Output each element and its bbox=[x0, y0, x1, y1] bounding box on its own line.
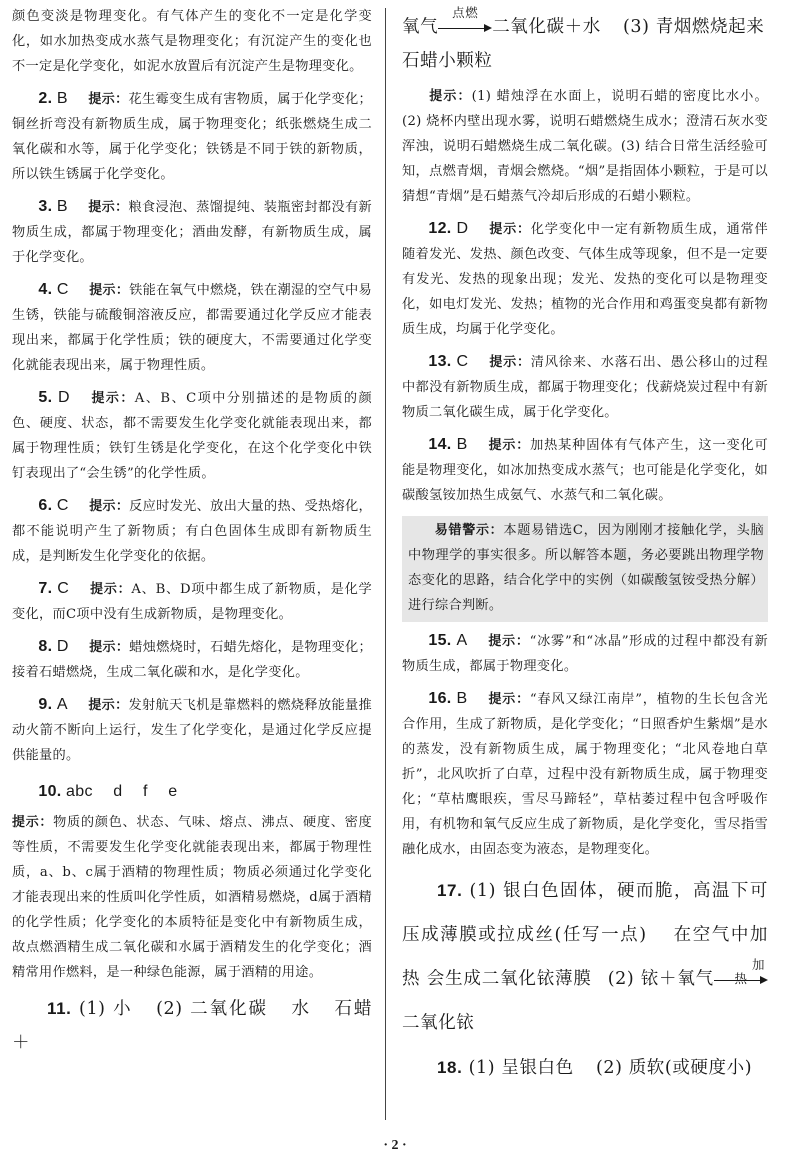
item-explanation: A、B、C项中分别描述的是物质的颜色、硬度、状态，都不需要发生化学变化就能表现出来，都属于物理性质；铁钉生锈是化学变化，在这个化学变化中铁钉表现出了“会生锈”的化学性质。 bbox=[12, 391, 373, 481]
reaction-condition: 点燃 bbox=[452, 4, 479, 20]
tip-label: 提示： bbox=[91, 391, 135, 406]
tip-label: 提示： bbox=[488, 692, 530, 707]
tip-label: 提示： bbox=[88, 92, 129, 107]
item-answer-a: abc bbox=[66, 783, 93, 800]
tip-label: 提示： bbox=[89, 640, 130, 655]
equation-reactants: 氧气 bbox=[402, 17, 439, 37]
item-number: 16. bbox=[428, 690, 452, 707]
warning-label: 易错警示： bbox=[434, 523, 504, 538]
answer-item-2 bbox=[12, 86, 372, 187]
equation-reactants: (2) 铱＋氧气 bbox=[607, 969, 715, 989]
answer-item-10-tip bbox=[12, 810, 372, 985]
item-part-2: (2) 二氧化碳 bbox=[156, 999, 268, 1019]
left-column bbox=[12, 4, 372, 1060]
tip-label: 提示： bbox=[428, 89, 472, 104]
equation-products: 二氧化碳＋水 bbox=[492, 17, 601, 37]
item-answer: B bbox=[56, 198, 68, 215]
item-number: 10. bbox=[38, 783, 62, 800]
item-number: 14. bbox=[428, 436, 452, 453]
intro-paragraph: 颜色变淡是物理变化。有气体产生的变化不一定是化学变化，如水加热变成水蒸气是物理变化；有沉淀产生的变化也不一定是化学变化，如泥水放置后有沉淀产生是物理变化。 bbox=[12, 9, 372, 74]
answer-item-12 bbox=[402, 216, 768, 342]
answer-item-17 bbox=[402, 869, 768, 1045]
item-answer: A bbox=[456, 632, 468, 649]
equation-products: 二氧 bbox=[402, 1013, 439, 1033]
item-part-2b: 水 bbox=[291, 999, 311, 1019]
item-number: 18. bbox=[437, 1058, 463, 1077]
item-explanation: 加热某种固体有气体产生，这一变化可能是物理变化，如冰加热变成水蒸气；也可能是化学变化，如碳酸氢铵加热生成氨气、水蒸气和二氧化碳。 bbox=[402, 438, 768, 503]
tip-label: 提示： bbox=[88, 200, 129, 215]
answer-item-9 bbox=[12, 692, 372, 768]
answer-item-10-header bbox=[12, 775, 372, 810]
item-part-3: (3) 青烟燃烧起来 bbox=[622, 17, 765, 37]
item-part-1: (1) 小 bbox=[79, 999, 133, 1019]
item-explanation: 花生霉变生成有害物质，属于化学变化；铜丝折弯没有新物质生成，属于物理变化；纸张燃烧生成二氧化碳和水等，属于化学变化；铁锈是不同于铁的新物质，所以铁生锈属于化学变化。 bbox=[12, 92, 373, 182]
item-answer: B bbox=[456, 436, 468, 453]
item-number: 2. bbox=[38, 90, 53, 107]
item-number: 15. bbox=[428, 632, 452, 649]
item-number: 9. bbox=[38, 696, 53, 713]
answer-item-16 bbox=[402, 686, 768, 862]
item-number: 6. bbox=[38, 497, 53, 514]
item-number: 7. bbox=[38, 580, 53, 597]
item-number: 17. bbox=[437, 881, 463, 900]
item-explanation: 反应时发光、放出大量的热、受热熔化，都不能说明产生了新物质；有白色固体生成即有新物质生成，是判断发生化学变化的依据。 bbox=[12, 499, 372, 564]
answer-item-8 bbox=[12, 634, 372, 685]
common-mistake-box bbox=[402, 516, 768, 622]
item-explanation: (1) 蜡烛浮在水面上，说明石蜡的密度比水小。(2) 烧杯内壁出现水雾，说明石蜡燃烧生成水；澄清石灰水变浑浊，说明石蜡燃烧生成二氧化碳。(3) 结合日常生活经验可知，点燃青烟，青烟会燃烧。“烟”是指固体小颗粒，于是可以猜想“青烟”是石蜡蒸气冷却后形成的石蜡小颗粒。 bbox=[402, 89, 768, 204]
answer-item-18 bbox=[402, 1051, 768, 1085]
item-explanation: A、B、D项中都生成了新物质，是化学变化，而C项中没有生成新物质，是物理变化。 bbox=[12, 582, 373, 622]
answer-item-14 bbox=[402, 432, 768, 508]
reaction-condition: 加热 bbox=[734, 956, 766, 986]
item-part-1: (1) 呈银白色 bbox=[468, 1058, 574, 1078]
item-number: 3. bbox=[38, 198, 53, 215]
page-number: · 2 · bbox=[383, 1138, 407, 1153]
item-explanation: 铁能在氧气中燃烧，铁在潮湿的空气中易生锈，铁能与硫酸铜溶液反应，都需要通过化学反应才能表现出来，都属于化学性质；铁的硬度大，不需要通过化学变化就能表现出来，属于物理性质。 bbox=[12, 283, 372, 373]
item-explanation: 粮食浸泡、蒸馏提纯、装瓶密封都没有新物质生成，都属于物理变化；酒曲发酵，有新物质生成，属于化学变化。 bbox=[12, 200, 373, 265]
item-number: 12. bbox=[428, 220, 452, 237]
item-answer: C bbox=[56, 497, 69, 514]
tip-label: 提示： bbox=[89, 283, 130, 298]
item-answer: C bbox=[56, 281, 69, 298]
item-part-1b: 在空气中加热 bbox=[402, 925, 768, 989]
item-answer: B bbox=[56, 90, 68, 107]
item-explanation: 化学变化中一定有新物质生成，通常伴随着发光、发热、颜色改变、气体生成等现象，但不是一定要有发光、发热的现象出现；发光、发热的变化可以是物理变化，如电灯发光、发热；植物的光合作用和鸡蛋变臭都有新物质生成，均属于化学变化。 bbox=[402, 222, 768, 337]
item-answer: A bbox=[56, 696, 68, 713]
item-part-2c: 石蜡＋ bbox=[12, 999, 372, 1053]
answer-item-11-tip bbox=[402, 84, 768, 209]
item-number: 13. bbox=[428, 353, 452, 370]
tip-label: 提示： bbox=[90, 582, 132, 597]
answer-item-15 bbox=[402, 628, 768, 679]
equation-line-1 bbox=[402, 4, 768, 44]
item-answer-d: e bbox=[168, 783, 178, 800]
item-explanation: 清风徐来、水落石出、愚公移山的过程中都没有新物质生成，都属于物理变化；伐薪烧炭过程中有新物质二氧化碳生成，属于化学变化。 bbox=[402, 355, 768, 420]
item-explanation: 物质的颜色、状态、气味、熔点、沸点、硬度、密度等性质，不需要发生化学变化就能表现出来，都属于物理性质，a、b、c属于酒精的物理性质；物质必须通过化学变化才能表现出来的性质叫化学性质，如酒精易燃烧，d属于酒精的化学性质；化学变化的本质特征是变化中有新物质生成，故点燃酒精生成二氧化碳和水属于酒精发生的化学变化；酒精常用作燃料，是一种绿色能源，属于酒精的用途。 bbox=[12, 815, 372, 980]
answer-item-7 bbox=[12, 576, 372, 627]
right-column bbox=[402, 4, 768, 1085]
column-divider bbox=[385, 8, 386, 1120]
item-number: 11. bbox=[47, 999, 72, 1018]
answer-item-13 bbox=[402, 349, 768, 425]
item-answer: C bbox=[456, 353, 469, 370]
reaction-arrow bbox=[714, 956, 768, 988]
tip-label: 提示： bbox=[489, 355, 531, 370]
item-explanation: 发射航天飞机是靠燃料的燃烧释放能量推动火箭不断向上运行，发生了化学变化，是通过化学反应提供能量的。 bbox=[12, 698, 373, 763]
answer-item-3 bbox=[12, 194, 372, 270]
answer-item-5 bbox=[12, 385, 372, 486]
equation-products-cont: 化铱 bbox=[438, 1013, 475, 1033]
tip-label: 提示： bbox=[88, 698, 129, 713]
item-answer-b: d bbox=[113, 783, 123, 800]
answer-item-4 bbox=[12, 277, 372, 378]
item-part-1c: 会生成二氧化铱薄膜 bbox=[426, 969, 592, 989]
item-answer: D bbox=[57, 389, 70, 406]
item-explanation: “冰雾”和“冰晶”形成的过程中都没有新物质生成，都属于物理变化。 bbox=[402, 634, 768, 674]
item-answer: D bbox=[456, 220, 469, 237]
reaction-arrow bbox=[438, 4, 492, 36]
tip-label: 提示： bbox=[488, 634, 530, 649]
item-answer: B bbox=[456, 690, 468, 707]
item-11-continuation: 石蜡小颗粒 bbox=[402, 51, 493, 71]
answer-item-11-start bbox=[12, 992, 372, 1060]
item-answer-c: f bbox=[142, 783, 148, 800]
item-number: 5. bbox=[38, 389, 53, 406]
item-explanation: 蜡烛燃烧时，石蜡先熔化，是物理变化；接着石蜡燃烧，生成二氧化碳和水，是化学变化。 bbox=[12, 640, 372, 680]
tip-label: 提示： bbox=[12, 815, 54, 830]
tip-label: 提示： bbox=[488, 438, 531, 453]
item-explanation: “春风又绿江南岸”，植物的生长包含光合作用，生成了新物质，是化学变化；“日照香炉生紫烟”是水的蒸发，没有新物质生成，属于物理变化；“北风卷地白草折”，北风吹折了白草，过程中没有新物质生成，属于物理变化；“草枯鹰眼疾，雪尽马蹄轻”，草枯萎过程中包含呼吸作用，有机物和氧气反应生成了新物质，是化学变化，雪尽指雪融化成水，由固态变为液态，是物理变化。 bbox=[402, 692, 768, 857]
item-answer: C bbox=[57, 580, 70, 597]
warning-paragraph bbox=[408, 518, 764, 618]
tip-label: 提示： bbox=[89, 499, 130, 514]
warning-text: 本题易错选C，因为刚刚才接触化学，头脑中物理学的事实很多。所以解答本题，务必要跳出物理学物态变化的思路，结合化学中的实例（如碳酸氢铵受热分解）进行综合判断。 bbox=[408, 523, 764, 613]
item-answer: D bbox=[56, 638, 69, 655]
item-number: 4. bbox=[38, 281, 53, 298]
item-part-2: (2) 质软(或硬度小) bbox=[595, 1058, 753, 1078]
answer-item-6 bbox=[12, 493, 372, 569]
item-number: 8. bbox=[38, 638, 53, 655]
item-part-1: (1) 银白色固体，硬而脆，高温下可压成薄膜或拉成丝(任写一点) bbox=[402, 881, 768, 945]
tip-label: 提示： bbox=[489, 222, 531, 237]
